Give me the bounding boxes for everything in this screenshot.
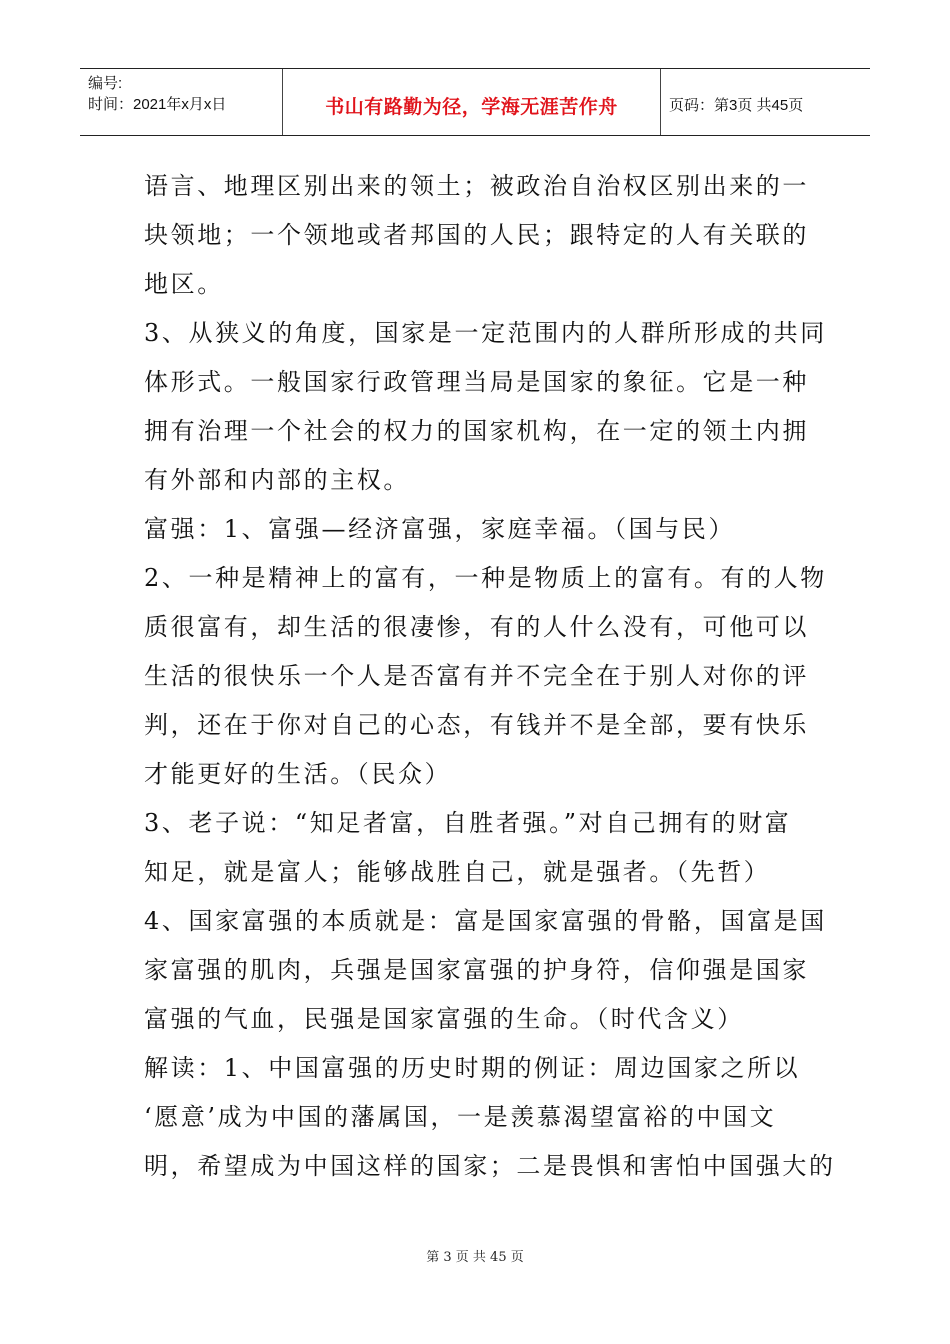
number-label: 编号: [88,75,123,92]
body-line: 3、老子说：“知足者富，自胜者强。”对自己拥有的财富 [144,809,792,837]
document-header [80,68,870,136]
body-line: 有外部和内部的主权。 [144,466,410,494]
body-line: 生活的很快乐一个人是否富有并不完全在于别人对你的评 [144,662,809,690]
page-info: 页码：第3页 共45页 [669,96,804,114]
body-line: 富强的气血，民强是国家富强的生命。（时代含义） [144,1005,744,1033]
body-line: 块领地；一个领地或者邦国的人民；跟特定的人有关联的 [144,221,809,249]
body-line: 2、一种是精神上的富有，一种是物质上的富有。有的人物 [144,564,827,592]
body-line: 富强：1、富强—经济富强，家庭幸福。（国与民） [144,515,736,543]
body-line: 4、国家富强的本质就是：富是国家富强的骨骼，国富是国 [144,907,827,935]
header-meta-cell [80,69,283,135]
body-line: ‘愿意’成为中国的藩属国，一是羡慕渴望富裕的中国文 [144,1103,777,1131]
page-footer: 第 3 页 共 45 页 [426,1250,524,1265]
body-line: 3、从狭义的角度，国家是一定范围内的人群所形成的共同 [144,319,827,347]
body-line: 地区。 [144,270,224,298]
header-page-cell [661,69,870,135]
body-line: 解读：1、中国富强的历史时期的例证：周边国家之所以 [144,1054,801,1082]
body-line: 拥有治理一个社会的权力的国家机构，在一定的领土内拥 [144,417,809,445]
body-line: 才能更好的生活。（民众） [144,760,452,788]
body-line: 语言、地理区别出来的领土；被政治自治权区别出来的一 [144,172,809,200]
motto-text: 书山有路勤为径，学海无涯苦作舟 [325,95,618,118]
body-line: 明，希望成为中国这样的国家；二是畏惧和害怕中国强大的 [144,1152,836,1180]
body-line: 家富强的肌肉，兵强是国家富强的护身符，信仰强是国家 [144,956,809,984]
body-line: 判，还在于你对自己的心态，有钱并不是全部，要有快乐 [144,711,809,739]
body-line: 知足，就是富人；能够战胜自己，就是强者。（先哲） [144,858,771,886]
body-line: 体形式。一般国家行政管理当局是国家的象征。它是一种 [144,368,809,396]
document-body [144,162,836,1191]
body-line: 质很富有，却生活的很凄惨，有的人什么没有，可他可以 [144,613,809,641]
header-motto-cell [283,69,661,135]
time-label: 时间：2021年x月x日 [88,96,227,113]
